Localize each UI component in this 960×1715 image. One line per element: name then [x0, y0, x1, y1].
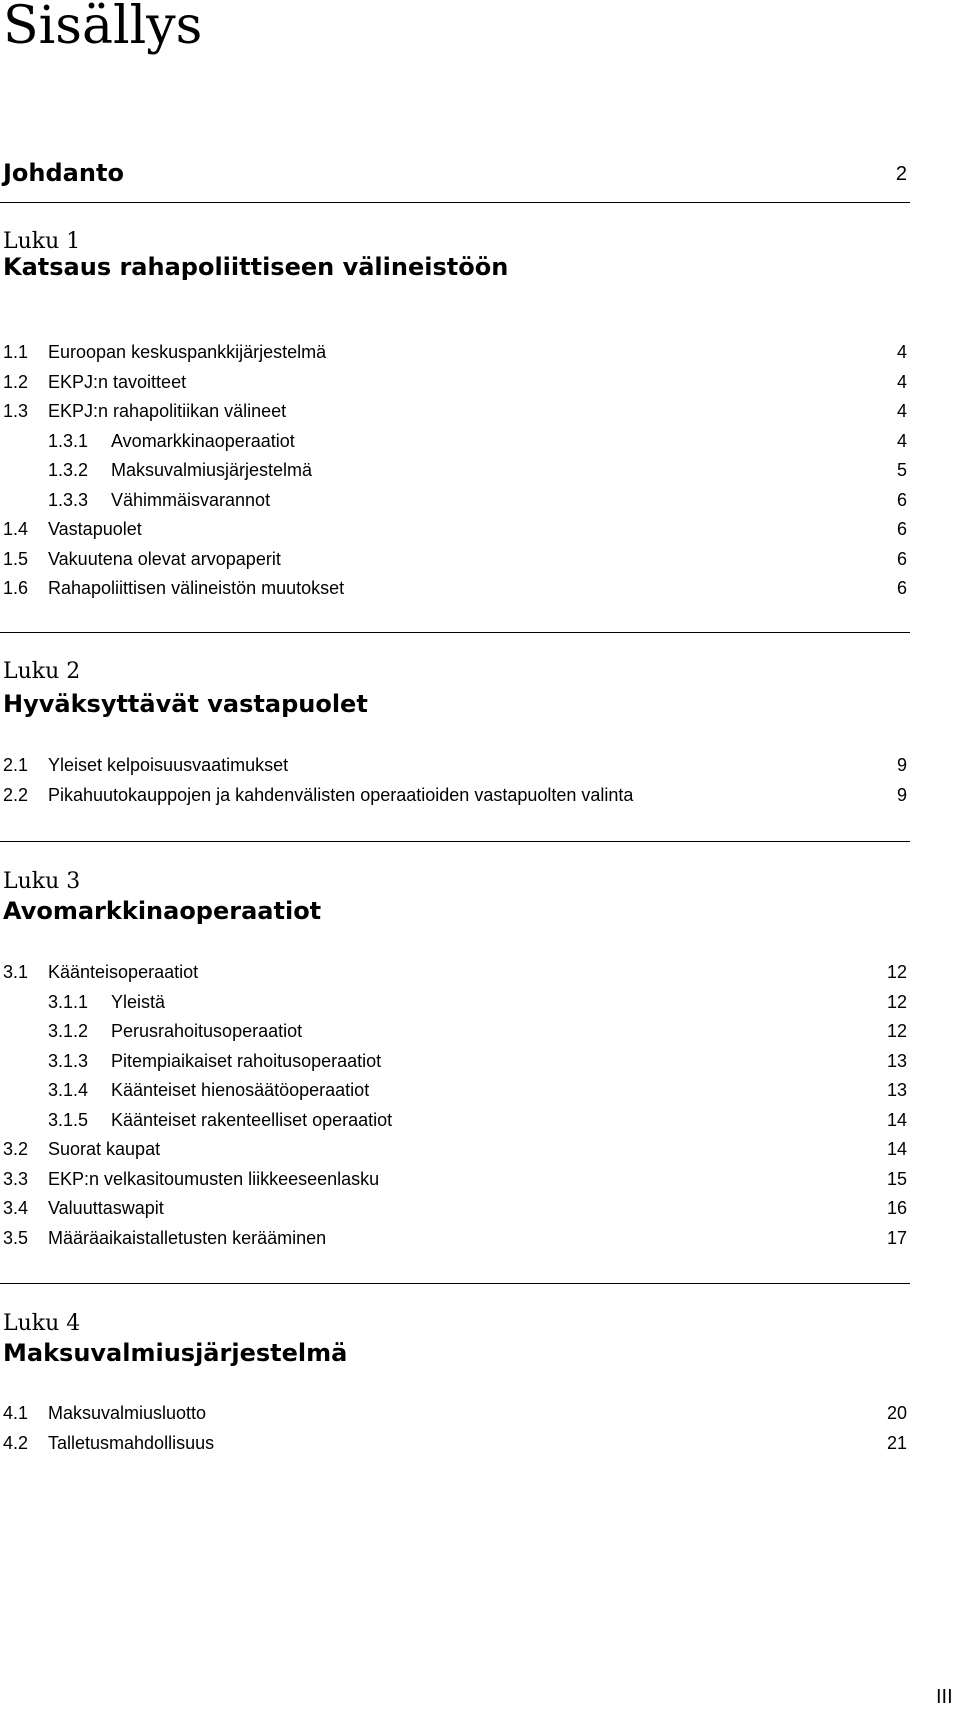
section-divider	[0, 632, 910, 633]
entry-page-number: 6	[896, 519, 907, 539]
entry-label: Maksuvalmiusjärjestelmä	[111, 460, 313, 480]
entry-number: 3.1.1	[48, 992, 89, 1012]
entry-page-number: 21	[886, 1433, 907, 1453]
entry-label: Avomarkkinaoperaatiot	[111, 431, 295, 451]
entry-number: 4.2	[3, 1433, 29, 1453]
entry-page-number: 13	[886, 1080, 907, 1100]
entry-label: Käänteiset hienosäätöoperaatiot	[111, 1080, 370, 1100]
entry-label: Perusrahoitusoperaatiot	[111, 1021, 303, 1041]
chapter-label: Luku 2	[3, 659, 81, 684]
section-divider	[0, 841, 910, 842]
entry-page-number: 6	[896, 549, 907, 569]
entry-label: Määräaikaistalletusten kerääminen	[48, 1228, 327, 1248]
entry-number: 3.1.2	[48, 1021, 89, 1041]
chapter-title: Katsaus rahapoliittiseen välineistöön	[3, 253, 509, 281]
chapter-label: Luku 4	[3, 1311, 81, 1336]
toc-subentry[interactable]	[3, 1018, 907, 1046]
entry-page-number: 6	[896, 578, 907, 598]
entry-label: Käänteiset rakenteelliset operaatiot	[111, 1110, 393, 1130]
entry-page-number: 14	[886, 1110, 907, 1130]
entry-number: 3.5	[3, 1228, 29, 1248]
toc-subentry[interactable]	[3, 1077, 907, 1105]
entry-page-number: 4	[896, 401, 907, 421]
entry-page-number: 4	[896, 372, 907, 392]
entry-page-number: 4	[896, 431, 907, 451]
entry-page-number: 12	[886, 962, 907, 982]
toc-subentry[interactable]	[3, 428, 907, 456]
toc-entry[interactable]	[3, 1400, 907, 1428]
section-divider	[0, 1283, 910, 1284]
entry-number: 3.3	[3, 1169, 29, 1189]
toc-subentry[interactable]	[3, 1048, 907, 1076]
chapter-title: Avomarkkinaoperaatiot	[3, 897, 322, 925]
intro-page-number: 2	[895, 163, 907, 185]
toc-entry[interactable]	[3, 516, 907, 544]
entry-number: 1.3	[3, 401, 29, 421]
entry-number: 1.5	[3, 549, 29, 569]
entry-label: Yleistä	[111, 992, 166, 1012]
entry-number: 1.6	[3, 578, 29, 598]
chapter-label: Luku 1	[3, 229, 81, 254]
toc-entry[interactable]	[3, 1195, 907, 1223]
chapter-label: Luku 3	[3, 869, 81, 894]
entry-page-number: 13	[886, 1051, 907, 1071]
toc-subentry[interactable]	[3, 1107, 907, 1135]
entry-number: 3.1.3	[48, 1051, 89, 1071]
entry-label: Vakuutena olevat arvopaperit	[48, 549, 281, 569]
entry-page-number: 20	[886, 1403, 907, 1423]
entry-label: EKPJ:n tavoitteet	[48, 372, 187, 392]
entry-number: 1.3.3	[48, 490, 89, 510]
entry-page-number: 5	[896, 460, 907, 480]
entry-number: 1.3.1	[48, 431, 89, 451]
entry-label: Suorat kaupat	[48, 1139, 161, 1159]
entry-number: 1.4	[3, 519, 29, 539]
page-title: Sisällys	[3, 0, 203, 56]
entry-number: 1.3.2	[48, 460, 89, 480]
entry-label: Pitempiaikaiset rahoitusoperaatiot	[111, 1051, 382, 1071]
toc-entry[interactable]	[3, 782, 907, 810]
entry-number: 3.2	[3, 1139, 29, 1159]
page-folio: III	[936, 1686, 953, 1708]
entry-label: EKP:n velkasitoumusten liikkeeseenlasku	[48, 1169, 380, 1189]
entry-label: Vähimmäisvarannot	[111, 490, 271, 510]
entry-number: 3.1.5	[48, 1110, 89, 1130]
entry-label: Pikahuutokauppojen ja kahdenvälisten operaatioiden vastapuolten valinta	[48, 785, 634, 805]
entry-number: 2.2	[3, 785, 29, 805]
entry-page-number: 4	[896, 342, 907, 362]
intro-title: Johdanto	[3, 159, 124, 187]
toc-entry[interactable]	[3, 546, 907, 574]
entry-number: 3.4	[3, 1198, 29, 1218]
toc-subentry[interactable]	[3, 487, 907, 515]
toc-entry[interactable]	[3, 369, 907, 397]
chapter-title: Maksuvalmiusjärjestelmä	[3, 1339, 348, 1367]
toc-entry[interactable]	[3, 1225, 907, 1253]
chapter-title: Hyväksyttävät vastapuolet	[3, 690, 368, 718]
toc-entry[interactable]	[3, 1166, 907, 1194]
toc-entry[interactable]	[3, 575, 907, 603]
toc-entry[interactable]	[3, 339, 907, 367]
entry-number: 4.1	[3, 1403, 29, 1423]
entry-label: Käänteisoperaatiot	[48, 962, 199, 982]
entry-page-number: 15	[886, 1169, 907, 1189]
toc-subentry[interactable]	[3, 989, 907, 1017]
entry-label: Vastapuolet	[48, 519, 142, 539]
toc-entry[interactable]	[3, 398, 907, 426]
toc-entry[interactable]	[3, 1430, 907, 1458]
toc-entry[interactable]	[3, 1136, 907, 1164]
entry-page-number: 9	[896, 785, 907, 805]
entry-page-number: 12	[886, 1021, 907, 1041]
entry-number: 2.1	[3, 755, 29, 775]
toc-entry[interactable]	[3, 959, 907, 987]
entry-label: Yleiset kelpoisuusvaatimukset	[48, 755, 289, 775]
entry-label: Rahapoliittisen välineistön muutokset	[48, 578, 345, 598]
entry-page-number: 17	[886, 1228, 907, 1248]
entry-label: Maksuvalmiusluotto	[48, 1403, 207, 1423]
entry-number: 3.1.4	[48, 1080, 89, 1100]
entry-label: Euroopan keskuspankkijärjestelmä	[48, 342, 327, 362]
entry-page-number: 16	[886, 1198, 907, 1218]
toc-entry[interactable]	[3, 752, 907, 780]
entry-label: Talletusmahdollisuus	[48, 1433, 215, 1453]
entry-label: Valuuttaswapit	[48, 1198, 164, 1218]
entry-page-number: 14	[886, 1139, 907, 1159]
entry-label: EKPJ:n rahapolitiikan välineet	[48, 401, 287, 421]
entry-page-number: 6	[896, 490, 907, 510]
entry-page-number: 12	[886, 992, 907, 1012]
section-divider	[0, 202, 910, 203]
entry-number: 1.2	[3, 372, 29, 392]
toc-intro-entry[interactable]	[3, 158, 907, 194]
toc-subentry[interactable]	[3, 457, 907, 485]
entry-page-number: 9	[896, 755, 907, 775]
entry-number: 3.1	[3, 962, 29, 982]
entry-number: 1.1	[3, 342, 29, 362]
